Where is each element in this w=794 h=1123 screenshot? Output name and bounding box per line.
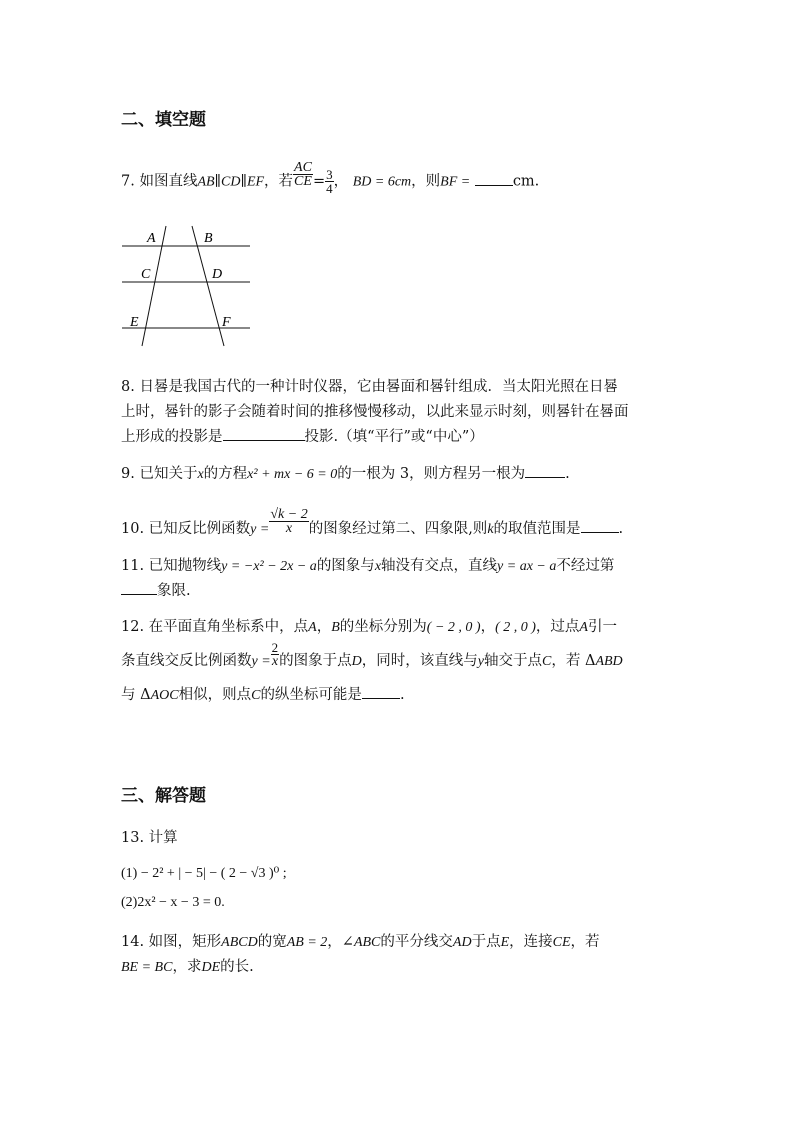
label-c: C [141,267,151,282]
answer-blank-q11 [121,580,157,595]
section-title-solve: 三、解答题 [121,786,206,806]
label-f: F [222,315,231,330]
answer-blank-q9 [525,463,565,478]
question-9: 9. 已知关于x的方程x² + mx − 6 = 0的一根为 3，则方程另一根为 . [121,463,570,485]
question-13-title: 13. 计算 [121,830,178,846]
question-10: 10. 已知反比例函数y = $\frac{√k - 2}{x}$ 的图象经过第二、四象限,则k的取值范围是 . [121,506,624,537]
question-14-line-2: BE = BC，求DE的长. [121,959,254,975]
answer-blank-q7 [475,171,513,186]
question-8-line-1: 8. 日晷是我国古代的一种计时仪器，它由晷面和晷针组成．当太阳光照在日晷 [121,379,618,395]
question-12-line-3: 与 ΔAOC相似，则点C的纵坐标可能是 . [121,684,405,706]
question-7: 7. 如图直线AB∥CD∥EF，若 $\frac{AC}{CE}$ = $\frac{3}{4}$ ， BD = 6cm，则BF = cm. [121,160,540,196]
fraction-sqrt-k: $\frac{√k - 2}{x}$ [270,506,308,536]
fraction-ac-ce: $\frac{AC}{CE}$ [294,160,312,189]
question-13-part-1: (1) − 2² + | − 5| − ( 2 − √3 )⁰ ; [121,866,287,881]
label-d: D [212,267,223,282]
answer-blank-q12 [362,684,400,699]
question-8-line-3: 上形成的投影是 投影.（填“平行”或“中心”） [121,426,484,447]
label-e: E [130,315,139,330]
question-12-line-1: 12. 在平面直角坐标系中，点A，B的坐标分别为( − 2 , 0 )，( 2 , 0 )，过点A引一 [121,619,617,635]
question-13-part-2: (2)2x² − x − 3 = 0. [121,895,225,910]
question-8-line-2: 上时，晷针的影子会随着时间的推移慢慢移动，以此来显示时刻，则晷针在晷面 [121,404,629,420]
parallel-lines-figure [110,222,260,350]
question-12-line-2: 条直线交反比例函数y = $\frac{2}{x}$ 的图象于点D，同时，该直线与y轴交于点C，若 ΔABD [121,639,623,669]
label-a: A [147,231,156,246]
section-title-fill-in: 二、填空题 [121,110,206,130]
fraction-2-x: $\frac{2}{x}$ [271,639,279,669]
answer-blank-q10 [581,518,619,533]
fraction-3-4: $\frac{3}{4}$ [326,167,333,196]
answer-blank-q8 [223,426,305,441]
label-b: B [204,231,213,246]
question-11-line-2: 象限. [121,580,191,601]
question-14-line-1: 14. 如图，矩形ABCD的宽AB = 2，∠ABC的平分线交AD于点E，连接CE，若 [121,934,600,950]
question-11-line-1: 11. 已知抛物线y = −x² − 2x − a的图象与x轴没有交点，直线y = ax − a不经过第 [121,558,615,574]
